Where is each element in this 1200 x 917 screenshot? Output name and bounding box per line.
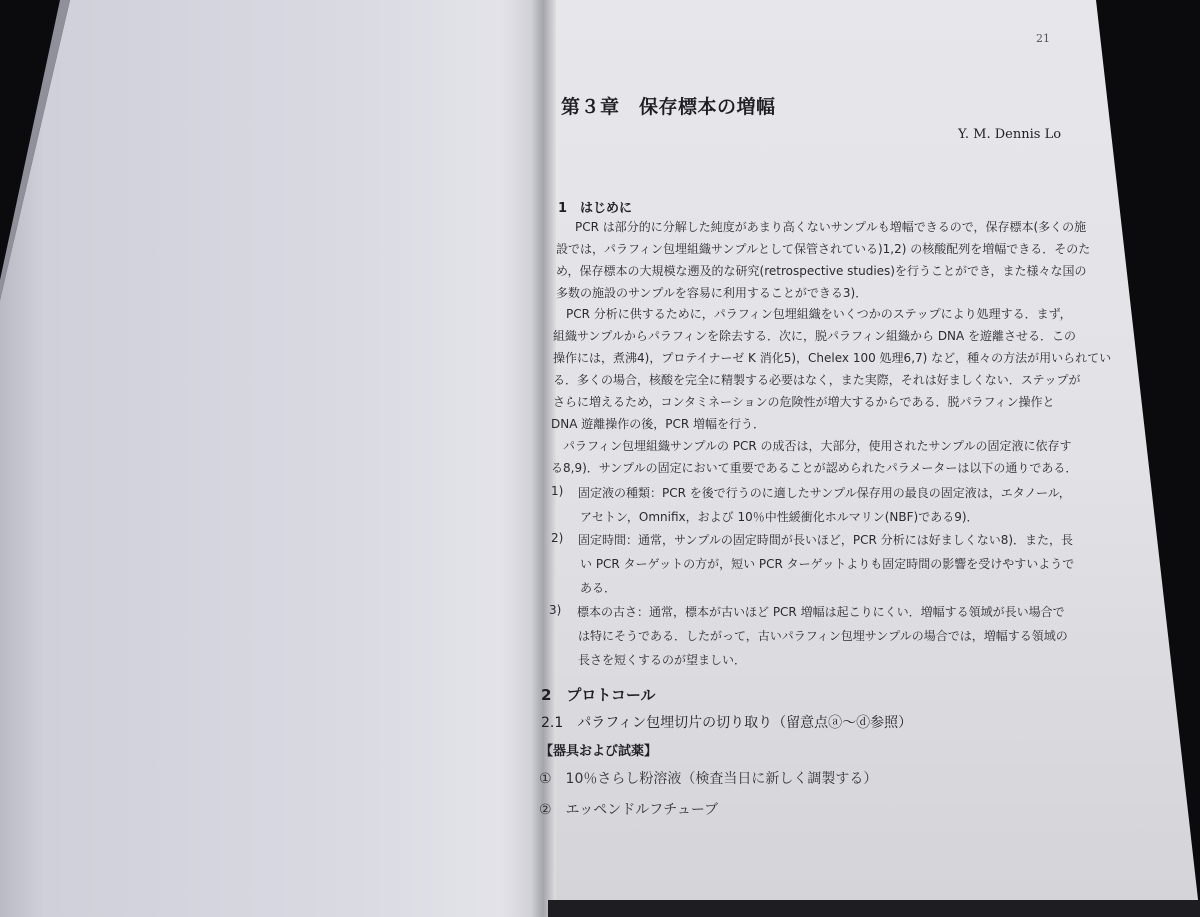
paragraph-line: さらに増えるため，コンタミネーションの危険性が増大するからである．脱パラフィン操作と [553,395,1055,409]
dark-background [548,900,1200,917]
author-name: Y. M. Dennis Lo [958,127,1062,142]
list-item-line: 固定液の種類：PCR を後で行うのに適したサンプル保存用の最良の固定液は，エタノール， [578,486,1071,500]
list-item-line: 固定時間：通常，サンプルの固定時間が長いほど，PCR 分析には好ましくない8)．また，長 [578,533,1074,547]
section-2-1-heading: 2.1 パラフィン包埋切片の切り取り（留意点ⓐ〜ⓓ参照） [541,715,913,731]
chapter-title: 第３章 保存標本の増幅 [561,96,776,118]
paragraph-line: め，保存標本の大規模な遡及的な研究(retrospective studies)を行うことができ，また様々な国の [556,264,1087,278]
equipment-heading: 【器具および試薬】 [540,744,658,759]
list-number: 3) [549,603,562,617]
list-item-line: い PCR ターゲットの方が，短い PCR ターゲットよりも固定時間の影響を受けやすいようで [580,557,1075,571]
paragraph-line: 操作には，煮沸4)，プロテイナーゼ K 消化5)，Chelex 100 処理6,7) など，種々の方法が用いられてい [553,351,1112,365]
paragraph-line: 組織サンプルからパラフィンを除去する．次に，脱パラフィン組織から DNA を遊離させる．この [553,329,1077,343]
list-item-line: は特にそうである．したがって，古いパラフィン包埋サンプルの場合では，増幅する領域の [578,629,1068,643]
list-number: 1) [551,484,564,498]
page-number: 21 [1036,32,1050,45]
paragraph-line: パラフィン包埋組織サンプルの PCR の成否は，大部分，使用されたサンプルの固定液に依存す [563,439,1072,453]
left-blank-page [0,0,545,917]
list-item-line: 標本の古さ：通常，標本が古いほど PCR 増幅は起こりにくい．増幅する領域が長い場合で [577,605,1065,619]
list-number: 2) [551,531,564,545]
paragraph-line: る8,9)．サンプルの固定において重要であることが認められたパラメーターは以下の通りである． [551,461,1078,475]
list-item-line: ある． [580,581,617,595]
list-item-line: アセトン，Omnifix，および 10％中性緩衝化ホルマリン(NBF)である9)． [580,510,979,524]
section-2-heading: 2 プロトコール [541,686,656,704]
section-1-heading: 1 はじめに [558,201,633,216]
paragraph-line: る．多くの場合，核酸を完全に精製する必要はなく，また実際，それは好ましくない．ステップが [553,373,1081,387]
equipment-item: ① 10％さらし粉溶液（検査当日に新しく調製する） [539,771,878,787]
list-item-line: 長さを短くするのが望ましい． [578,653,747,667]
paragraph-line: 設では，パラフィン包埋組織サンプルとして保管されている)1,2) の核酸配列を増幅できる．そのた [556,242,1091,256]
paragraph-line: PCR 分析に供するために，パラフィン包埋組織をいくつかのステップにより処理する．まず， [566,307,1072,321]
equipment-item: ② エッペンドルフチューブ [539,802,719,818]
paragraph-line: DNA 遊離操作の後，PCR 増幅を行う． [551,417,766,431]
paragraph-line: 多数の施設のサンプルを容易に利用することができる3)． [556,286,868,300]
paragraph-line: PCR は部分的に分解した純度があまり高くないサンプルも増幅できるので，保存標本(多くの施 [575,220,1087,234]
